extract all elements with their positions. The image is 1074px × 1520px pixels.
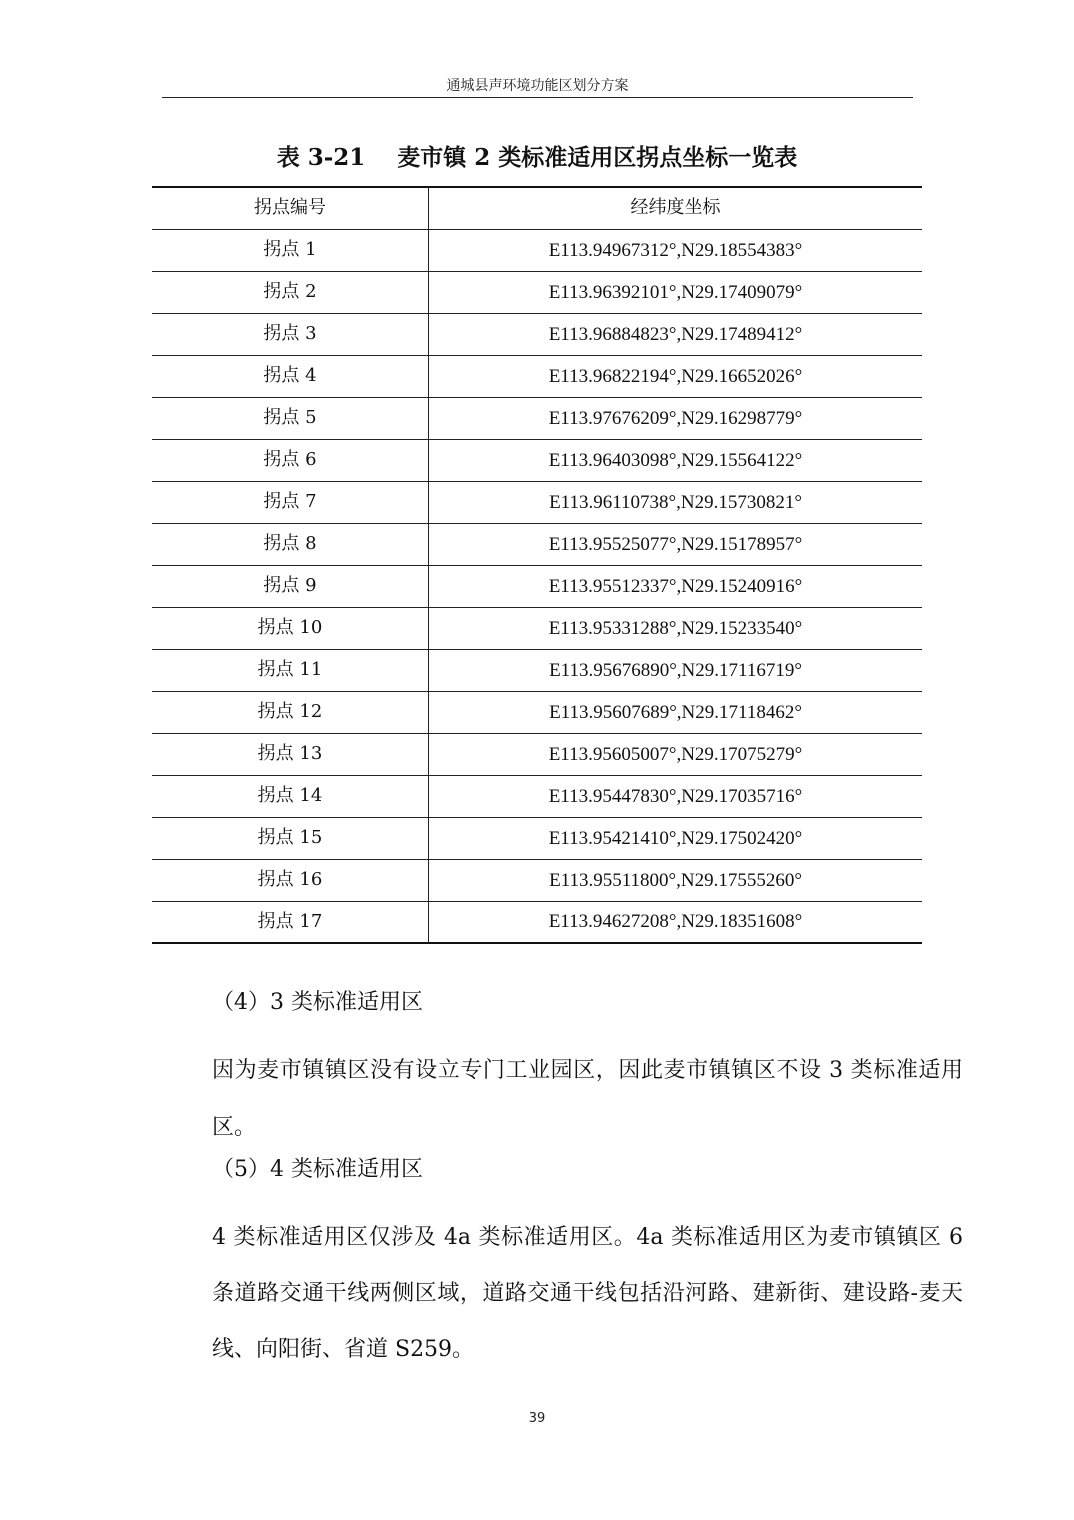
- coordinate-cell: E113.95447830°,N29.17035716°: [429, 775, 923, 817]
- page-number: 39: [528, 1411, 546, 1426]
- table-row: [152, 397, 922, 439]
- table-header-row: [152, 187, 922, 229]
- point-id-cell: 拐点 16: [152, 859, 429, 901]
- coordinate-cell: E113.96392101°,N29.17409079°: [429, 271, 923, 313]
- point-id-cell: 拐点 1: [152, 229, 429, 271]
- table-row: [152, 481, 922, 523]
- table-row: [152, 523, 922, 565]
- section-4-paragraph: 因为麦市镇镇区没有设立专门工业园区，因此麦市镇镇区不设 3 类标准适用区。: [212, 1058, 963, 1140]
- table-row: [152, 355, 922, 397]
- column-header-point-id: 拐点编号: [152, 187, 429, 229]
- coordinate-cell: E113.96822194°,N29.16652026°: [429, 355, 923, 397]
- section-4-heading: （4）3 类标准适用区: [212, 990, 423, 1015]
- table-caption: 表 3-21 麦市镇 2 类标准适用区拐点坐标一览表: [276, 144, 798, 171]
- coordinate-cell: E113.94967312°,N29.18554383°: [429, 229, 923, 271]
- table-row: [152, 271, 922, 313]
- coordinate-cell: E113.96110738°,N29.15730821°: [429, 481, 923, 523]
- point-id-cell: 拐点 2: [152, 271, 429, 313]
- column-header-coordinates: 经纬度坐标: [429, 187, 923, 229]
- point-id-cell: 拐点 17: [152, 901, 429, 943]
- coordinate-cell: E113.94627208°,N29.18351608°: [429, 901, 923, 943]
- point-id-cell: 拐点 8: [152, 523, 429, 565]
- table-row: [152, 607, 922, 649]
- coordinate-cell: E113.95421410°,N29.17502420°: [429, 817, 923, 859]
- table-row: [152, 439, 922, 481]
- point-id-cell: 拐点 5: [152, 397, 429, 439]
- section-5-heading: （5）4 类标准适用区: [212, 1157, 423, 1182]
- point-id-cell: 拐点 15: [152, 817, 429, 859]
- coordinate-cell: E113.96403098°,N29.15564122°: [429, 439, 923, 481]
- table-row: [152, 817, 922, 859]
- coordinate-cell: E113.97676209°,N29.16298779°: [429, 397, 923, 439]
- coordinate-cell: E113.95511800°,N29.17555260°: [429, 859, 923, 901]
- point-id-cell: 拐点 3: [152, 313, 429, 355]
- table-row: [152, 313, 922, 355]
- point-id-cell: 拐点 6: [152, 439, 429, 481]
- running-header: 通城县声环境功能区划分方案: [446, 78, 629, 94]
- coordinate-cell: E113.95512337°,N29.15240916°: [429, 565, 923, 607]
- table-row: [152, 733, 922, 775]
- coordinate-cell: E113.95605007°,N29.17075279°: [429, 733, 923, 775]
- table-body: [152, 229, 922, 943]
- coordinate-cell: E113.95676890°,N29.17116719°: [429, 649, 923, 691]
- header-rule: [162, 97, 913, 98]
- coordinate-table: [152, 186, 922, 944]
- point-id-cell: 拐点 10: [152, 607, 429, 649]
- table-row: [152, 229, 922, 271]
- point-id-cell: 拐点 14: [152, 775, 429, 817]
- table-row: [152, 859, 922, 901]
- table-row: [152, 775, 922, 817]
- table-row: [152, 565, 922, 607]
- point-id-cell: 拐点 4: [152, 355, 429, 397]
- coordinate-cell: E113.95525077°,N29.15178957°: [429, 523, 923, 565]
- coordinate-cell: E113.95331288°,N29.15233540°: [429, 607, 923, 649]
- table-row: [152, 649, 922, 691]
- point-id-cell: 拐点 7: [152, 481, 429, 523]
- coordinate-cell: E113.95607689°,N29.17118462°: [429, 691, 923, 733]
- point-id-cell: 拐点 9: [152, 565, 429, 607]
- point-id-cell: 拐点 11: [152, 649, 429, 691]
- coordinate-cell: E113.96884823°,N29.17489412°: [429, 313, 923, 355]
- point-id-cell: 拐点 13: [152, 733, 429, 775]
- point-id-cell: 拐点 12: [152, 691, 429, 733]
- table-row: [152, 691, 922, 733]
- section-5-paragraph: 4 类标准适用区仅涉及 4a 类标准适用区。4a 类标准适用区为麦市镇镇区 6 条道路交通干线两侧区域，道路交通干线包括沿河路、建新街、建设路-麦天线、向阳街、省道 S259。: [212, 1225, 963, 1362]
- table-row: [152, 901, 922, 943]
